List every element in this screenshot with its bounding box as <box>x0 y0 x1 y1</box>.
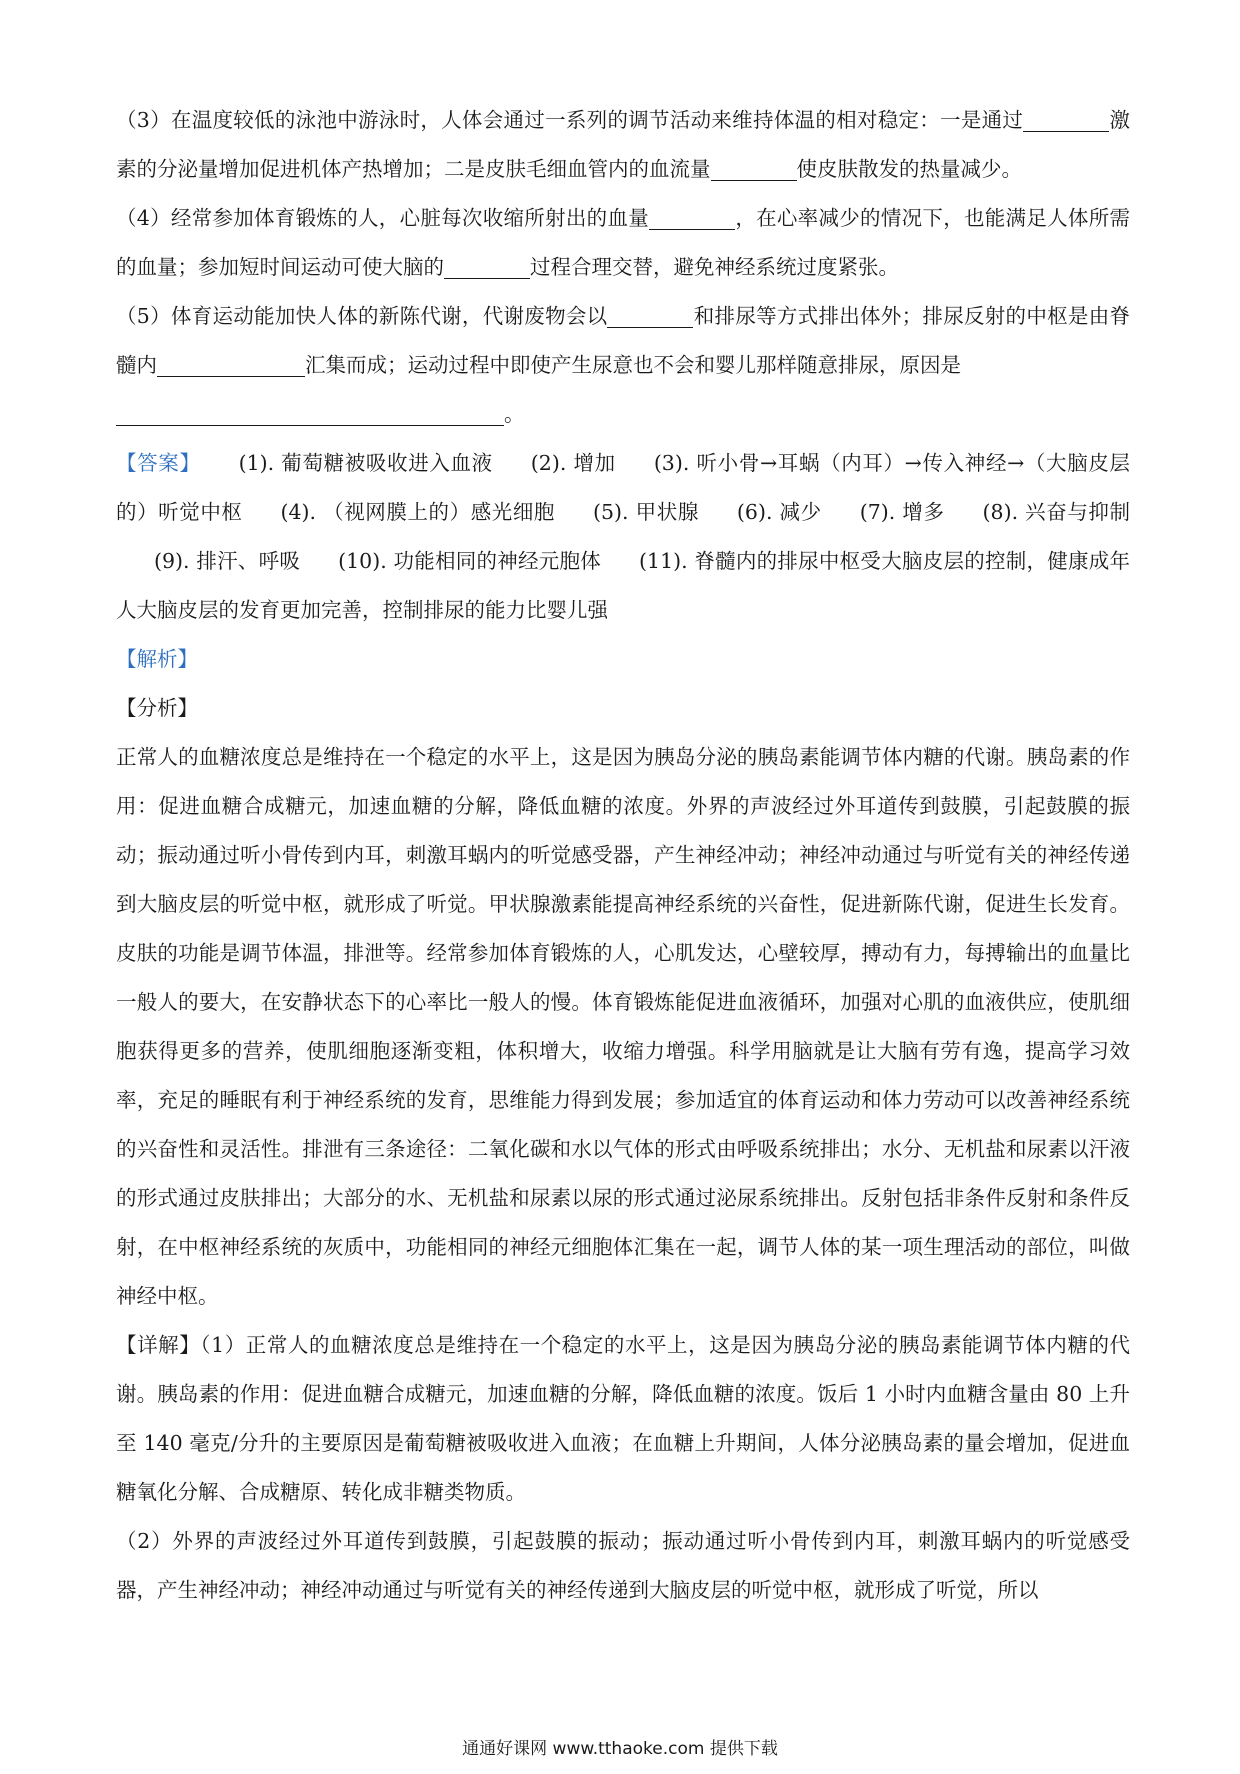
q5-text-3: 由脊髓内 <box>116 304 1131 377</box>
detail-paragraph-2: （2）外界的声波经过外耳道传到鼓膜，引起鼓膜的振动；振动通过听小骨传到内耳，刺激耳蜗内的听觉感受器，产生神经冲动；神经冲动通过与听觉有关的神经传递到大脑皮层的听觉中枢，就形成了听觉，所以 <box>116 1529 1130 1602</box>
question-4 <box>116 194 1130 292</box>
q5-text-4: 汇集而成；运动过程中即使产生尿意也不会和婴儿那样随意排尿，原因是 <box>305 353 961 377</box>
answer-item: (8). 兴奋与抑制 <box>982 500 1130 524</box>
answer-item: (6). 减少 <box>736 500 822 524</box>
answer-item: (3). 听小骨→耳蜗（内耳）→传入神经→（大脑皮层的）听觉中枢 <box>116 451 1131 524</box>
question-5 <box>116 292 1130 439</box>
q4-text-2: ，在心率减少的情况下，也能满足人体 <box>735 206 1089 230</box>
answer-item: (11). 脊髓内的排尿中枢受大脑皮层的控制，健康成年人大脑皮层的发育更加完善，控制排尿的能力比婴儿强 <box>116 549 1130 622</box>
answer-item: (2). 增加 <box>530 451 616 475</box>
analysis-tag: 【解析】 <box>116 647 198 671</box>
q5-text-1: （5）体育运动能加快人体的新陈代谢，代谢废物会以 <box>116 304 608 328</box>
answer-section <box>116 439 1130 635</box>
page-content <box>116 96 1130 1615</box>
page-footer: 通通好课网 www.tthaoke.com 提供下载 <box>462 1739 778 1759</box>
answer-blank-7 <box>116 403 504 427</box>
q4-text-1: （4）经常参加体育锻炼的人，心脏每次收缩所射出的血量 <box>116 206 650 230</box>
analysis-heading <box>116 635 1130 684</box>
detail-tag: 【详解】 <box>116 1333 201 1357</box>
q3-text-3: 使皮肤散发的热量减少。 <box>796 157 1022 181</box>
q4-text-4: 过程合理交替，避免神经系统过度紧张。 <box>530 255 899 279</box>
question-3 <box>116 96 1130 194</box>
detail-paragraph-1 <box>116 1321 1130 1517</box>
fenxi-paragraph: 正常人的血糖浓度总是维持在一个稳定的水平上，这是因为胰岛分泌的胰岛素能调节体内糖的代谢。胰岛素的作用：促进血糖合成糖元，加速血糖的分解，降低血糖的浓度。外界的声波经过外耳道传到鼓膜，引起鼓膜的振动；振动通过听小骨传到内耳，刺激耳蜗内的听觉感受器，产生神经冲动；神经冲动通过与听觉有关的神经传递到大脑皮层的听觉中枢，就形成了听觉。甲状腺激素能提高神经系统的兴奋性，促进新陈代谢，促进生长发育。皮肤的功能是调节体温，排泄等。经常参加体育锻炼的人，心肌发达，心壁较厚，搏动有力，每搏输出的血量比一般人的要大，在安静状态下的心率比一般人的慢。体育锻炼能促进血液循环，加强对心肌的血液供应，使肌细胞获得更多的营养，使肌细胞逐渐变粗，体积增大，收缩力增强。科学用脑就是让大脑有劳有逸，提高学习效率，充足的睡眠有利于神经系统的发育，思维能力得到发展；参加适宜的体育运动和体力劳动可以改善神经系统的兴奋性和灵活性。排泄有三条途径：二氧化碳和水以气体的形式由呼吸系统排出；水分、无机盐和尿素以汗液的形式通过皮肤排出；大部分的水、无机盐和尿素以尿的形式通过泌尿系统排出。反射包括非条件反射和条件反射，在中枢神经系统的灰质中，功能相同的神经元细胞体汇集在一起，调节人体的某一项生理活动的部位，叫做神经中枢。 <box>116 745 1130 1308</box>
answer-blank-1 <box>1023 109 1109 133</box>
answer-tag: 【答案】 <box>116 451 201 475</box>
answer-item: (10). 功能相同的神经元胞体 <box>338 549 602 573</box>
q5-text-2: 和排尿等方式排出体外；排尿反射的中枢是 <box>693 304 1089 328</box>
answer-item: (5). 甲状腺 <box>593 500 699 524</box>
answer-blank-3 <box>649 207 735 231</box>
q5-text-5: 。 <box>504 402 525 426</box>
answer-blank-2 <box>711 158 797 182</box>
fenxi-heading <box>116 684 1130 733</box>
q3-text-2: 激素的分泌量增加促进机体产热增加；二是皮肤毛细血管内的血流量 <box>116 108 1131 181</box>
answer-item: (7). 增多 <box>859 500 945 524</box>
answer-item: (1). 葡萄糖被吸收进入血液 <box>238 451 493 475</box>
fenxi-tag: 【分析】 <box>116 696 198 720</box>
answer-item: (4). （视网膜上的）感光细胞 <box>280 500 556 524</box>
q4-text-3: 所需的血量；参加短时间运动可使大脑的 <box>116 206 1131 279</box>
answer-blank-6 <box>157 354 305 378</box>
answer-blank-4 <box>444 256 530 280</box>
answer-item: (9). 排汗、呼吸 <box>154 549 301 573</box>
answer-blank-5 <box>607 305 693 329</box>
q3-text-1: （3）在温度较低的泳池中游泳时，人体会通过一系列的调节活动来维持体温的相对稳定：一是通过 <box>116 108 1024 132</box>
detail-text-1: （1）正常人的血糖浓度总是维持在一个稳定的水平上，这是因为胰岛分泌的胰岛素能调节体内糖的代谢。胰岛素的作用：促进血糖合成糖元，加速血糖的分解，降低血糖的浓度。饭后 1 小时内血糖含量由 80 上升至 140 毫克/分升的主要原因是葡萄糖被吸收进入血液；在血糖上升期间，人体分泌胰岛素的量会增加，促进血糖氧化分解、合成糖原、转化成非糖类物质。 <box>116 1333 1131 1504</box>
